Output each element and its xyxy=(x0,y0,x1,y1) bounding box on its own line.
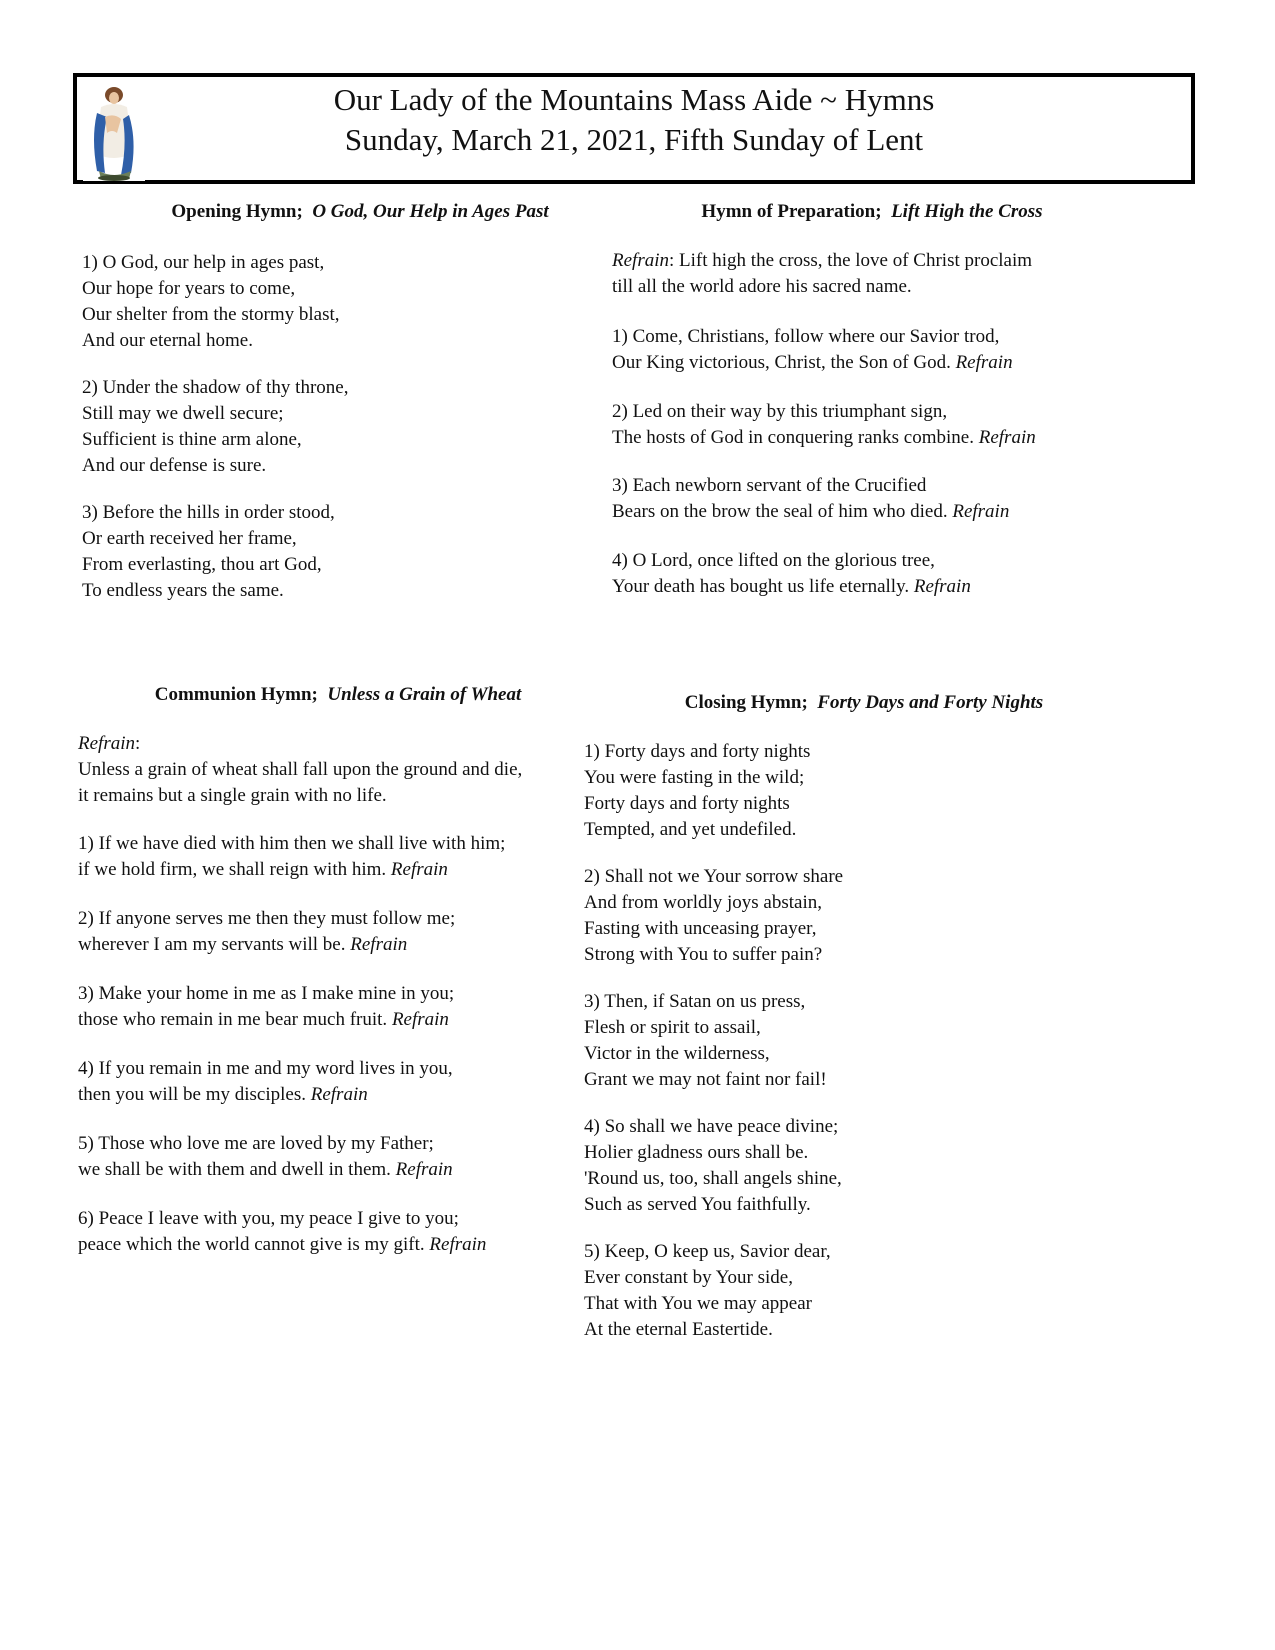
hymn-heading xyxy=(80,200,640,224)
verse: 4) So shall we have peace divine; Holier gladness ours shall be. 'Round us, too, shall angels shine, Such as served You faithfully. xyxy=(584,1116,842,1215)
verse: 2) If anyone serves me then they must follow me; wherever I am my servants will be. Refrain xyxy=(78,908,456,955)
verse: 3) Before the hills in order stood, Or earth received her frame, From everlasting, thou art God, To endless years the same. xyxy=(82,502,335,601)
hymn-label: Closing Hymn; xyxy=(684,692,808,713)
hymn-heading xyxy=(612,200,1132,224)
verse: 2) Led on their way by this triumphant sign, The hosts of God in conquering ranks combine. Refrain xyxy=(612,401,1036,448)
hymn-heading xyxy=(78,683,598,707)
verse: 1) O God, our help in ages past, Our hope for years to come, Our shelter from the stormy blast, And our eternal home. xyxy=(82,252,340,351)
hymn-name: Unless a Grain of Wheat xyxy=(327,684,522,705)
preparation-hymn xyxy=(612,200,1132,597)
refrain: Refrain: Unless a grain of wheat shall fall upon the ground and die, it remains but a single grain with no life. xyxy=(78,733,523,806)
verse: 1) If we have died with him then we shall live with him; if we hold firm, we shall reign with him. Refrain xyxy=(78,833,506,880)
hymn-name: Forty Days and Forty Nights xyxy=(817,692,1044,713)
verse: 2) Under the shadow of thy throne, Still may we dwell secure; Sufficient is thine arm alone, And our defense is sure. xyxy=(82,377,349,476)
closing-hymn xyxy=(584,691,1144,1340)
verse: 2) Shall not we Your sorrow share And from worldly joys abstain, Fasting with unceasing prayer, Strong with You to suffer pain? xyxy=(584,866,844,965)
verse: 3) Make your home in me as I make mine in you; those who remain in me bear much fruit. Refrain xyxy=(78,983,455,1030)
hymn-name: O God, Our Help in Ages Past xyxy=(312,201,549,222)
hymn-heading xyxy=(584,691,1144,715)
verse: 5) Those who love me are loved by my Father; we shall be with them and dwell in them. Refrain xyxy=(78,1133,453,1180)
hymn-label: Communion Hymn; xyxy=(154,684,318,705)
refrain: Refrain: Lift high the cross, the love of Christ proclaim till all the world adore his sacred name. xyxy=(612,250,1033,297)
hymn-label: Hymn of Preparation; xyxy=(701,201,882,222)
verse: 6) Peace I leave with you, my peace I give to you; peace which the world cannot give is my gift. Refrain xyxy=(78,1208,487,1255)
verse: 1) Forty days and forty nights You were fasting in the wild; Forty days and forty nights Tempted, and yet undefiled. xyxy=(584,741,811,840)
verse: 4) If you remain in me and my word lives in you, then you will be my disciples. Refrain xyxy=(78,1058,453,1105)
communion-hymn xyxy=(78,683,598,1255)
verse: 1) Come, Christians, follow where our Savior trod, Our King victorious, Christ, the Son of God. Refrain xyxy=(612,326,1013,373)
hymn-name: Lift High the Cross xyxy=(891,201,1043,222)
hymn-label: Opening Hymn; xyxy=(171,201,303,222)
verse: 4) O Lord, once lifted on the glorious tree, Your death has bought us life eternally. Refrain xyxy=(612,550,971,597)
header-box xyxy=(73,73,1195,184)
opening-hymn xyxy=(80,200,640,601)
page-subtitle: Sunday, March 21, 2021, Fifth Sunday of Lent xyxy=(344,122,924,157)
verse: 3) Each newborn servant of the Crucified Bears on the brow the seal of him who died. Refrain xyxy=(612,475,1010,522)
verse: 5) Keep, O keep us, Savior dear, Ever constant by Your side, That with You we may appear At the eternal Eastertide. xyxy=(584,1241,831,1340)
page-title: Our Lady of the Mountains Mass Aide ~ Hymns xyxy=(333,82,935,117)
verse: 3) Then, if Satan on us press, Flesh or spirit to assail, Victor in the wilderness, Grant we may not faint nor fail! xyxy=(584,991,827,1090)
